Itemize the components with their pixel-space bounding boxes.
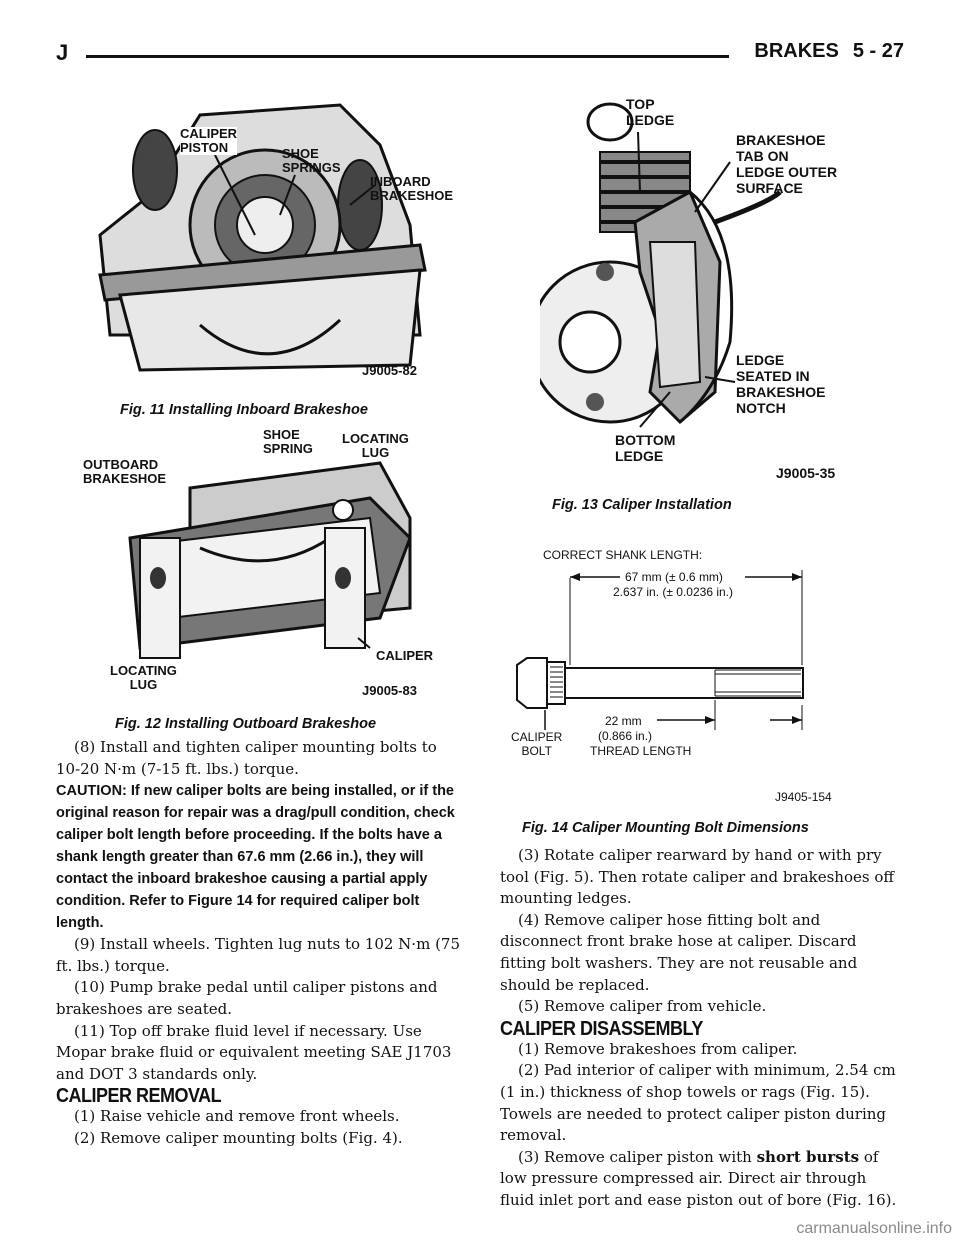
fig11-caption: Fig. 11 Installing Inboard Brakeshoe xyxy=(120,402,368,418)
caliper-removal-heading: CALIPER REMOVAL xyxy=(56,1083,222,1107)
figure-11 xyxy=(80,95,460,385)
fig12-caption: Fig. 12 Installing Outboard Brakeshoe xyxy=(115,716,377,732)
label-outboard-brakeshoe: OUTBOARD BRAKESHOE xyxy=(83,457,167,486)
label-inboard-brakeshoe: INBOARD BRAKESHOE xyxy=(370,174,454,203)
fig14-code: J9405-154 xyxy=(775,790,832,804)
removal-step-3-text: (3) Rotate caliper rearward by hand or with pry tool (Fig. 5). Then rotate caliper and brakeshoes off mounting ledges. xyxy=(500,846,895,908)
label-locating-lug-bottom: LOCATING LUG xyxy=(110,663,177,692)
removal-step-1-text: (1) Raise vehicle and remove front wheels. xyxy=(74,1107,400,1126)
header-section: BRAKES xyxy=(754,40,839,62)
step-8-text: (8) Install and tighten caliper mounting bolts to 10-20 N·m (7-15 ft. lbs.) torque. xyxy=(56,738,437,778)
fig13-caption: Fig. 13 Caliper Installation xyxy=(552,497,732,513)
d3-post: of low pressure compressed air. Direct air through fluid inlet port and ease piston out of bore (Fig. 16). xyxy=(500,1147,897,1209)
label-thread-length: THREAD LENGTH xyxy=(590,744,692,758)
header-right xyxy=(740,40,904,63)
disassembly-step-1-text: (1) Remove brakeshoes from caliper. xyxy=(518,1039,798,1058)
removal-step-5-text: (5) Remove caliper from vehicle. xyxy=(518,997,767,1016)
fig11-code: J9005-82 xyxy=(362,363,417,378)
caution-text: CAUTION: If new caliper bolts are being installed, or if the original reason for repair was a drag/pull condition, check caliper bolt length before proceeding. If the bolts have a shank length greater than 67.6 mm (2.66 in.), they will contact the inboard brakeshoe causing a partial apply condition. Refer to Figure 14 for required caliper bolt length. xyxy=(56,783,455,932)
header-letter: J xyxy=(56,40,69,65)
d3-pre: (3) Remove caliper piston with xyxy=(518,1147,757,1166)
step-10-text: (10) Pump brake pedal until caliper pistons and brakeshoes are seated. xyxy=(56,978,438,1018)
label-shoe-springs: SHOE SPRINGS xyxy=(282,146,341,175)
removal-step-2-text: (2) Remove caliper mounting bolts (Fig. 4). xyxy=(74,1128,403,1147)
figure-13 xyxy=(540,92,870,487)
disassembly-step-3-text xyxy=(500,1147,904,1212)
header-rule xyxy=(86,55,729,58)
label-0866in: (0.866 in.) xyxy=(598,729,653,743)
label-caliper: CALIPER xyxy=(376,648,434,663)
figure-14 xyxy=(505,540,875,810)
label-locating-lug-top: LOCATING LUG xyxy=(342,431,409,460)
label-22mm: 22 mm xyxy=(605,714,642,728)
d3-bold: short bursts xyxy=(756,1147,860,1166)
label-brakeshoe-tab: BRAKESHOE TAB ON LEDGE OUTER SURFACE xyxy=(736,132,838,196)
label-correct-shank: CORRECT SHANK LENGTH: xyxy=(543,548,703,562)
label-2637in: 2.637 in. (± 0.0236 in.) xyxy=(613,585,733,599)
label-top-ledge: TOP LEDGE xyxy=(626,96,675,128)
caliper-disassembly-heading: CALIPER DISASSEMBLY xyxy=(500,1016,703,1040)
label-caliper-piston: CALIPER PISTON xyxy=(180,126,238,155)
right-column xyxy=(500,845,904,1212)
watermark: carmanualsonline.info xyxy=(796,1220,952,1237)
disassembly-step-2-text: (2) Pad interior of caliper with minimum, 2.54 cm (1 in.) thickness of shop towels or rags (Fig. 15). Towels are needed to protect caliper piston during removal. xyxy=(500,1061,896,1145)
label-67mm: 67 mm (± 0.6 mm) xyxy=(625,570,723,584)
fig13-code: J9005-35 xyxy=(776,465,836,481)
label-bottom-ledge: BOTTOM LEDGE xyxy=(615,432,676,464)
figure-11-illustration xyxy=(80,95,460,385)
removal-step-4-text: (4) Remove caliper hose fitting bolt and disconnect front brake hose at caliper. Discard fitting bolt washers. They are not reusable and should be replaced. xyxy=(500,910,858,994)
fig14-caption: Fig. 14 Caliper Mounting Bolt Dimensions xyxy=(522,820,809,836)
header-page: 5 - 27 xyxy=(852,40,904,62)
step-9-text: (9) Install wheels. Tighten lug nuts to 102 N·m (75 ft. lbs.) torque. xyxy=(56,935,461,975)
label-shoe-spring: SHOE SPRING xyxy=(263,427,313,456)
left-column xyxy=(56,737,460,1150)
step-11-text: (11) Top off brake fluid level if necessary. Use Mopar brake fluid or equivalent meeting SAE J1703 and DOT 3 standards only. xyxy=(56,1021,452,1083)
label-caliper-bolt: CALIPER BOLT xyxy=(511,730,563,758)
figure-12 xyxy=(80,428,460,706)
page-header xyxy=(56,40,904,70)
label-ledge-seated: LEDGE SEATED IN BRAKESHOE NOTCH xyxy=(736,352,826,416)
fig12-code: J9005-83 xyxy=(362,683,417,698)
